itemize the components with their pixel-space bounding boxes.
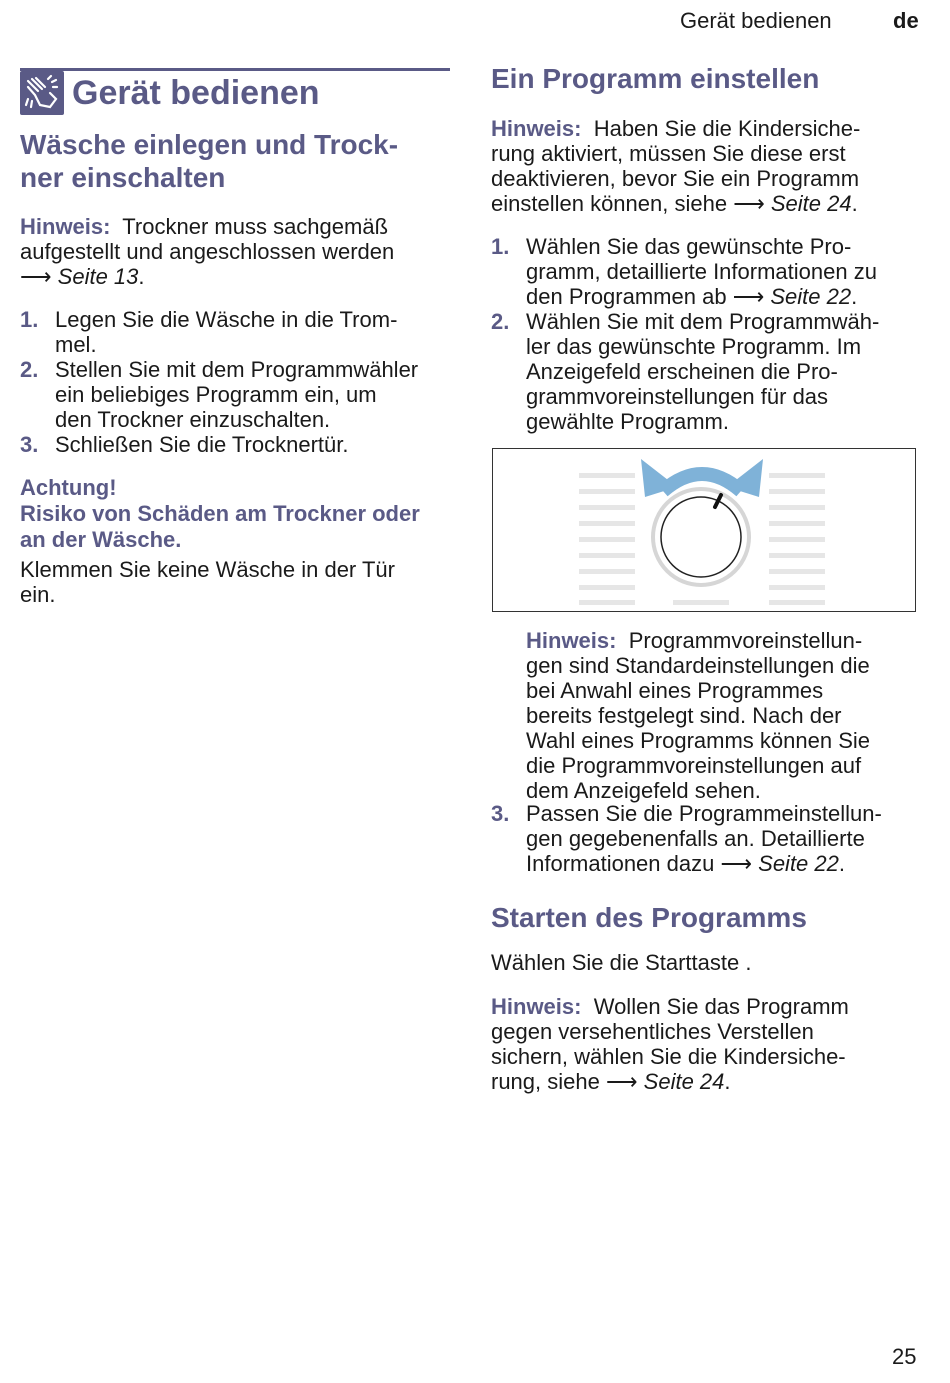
- step-number: 3.: [491, 801, 510, 826]
- step-number: 2.: [20, 357, 39, 382]
- step-text: Stellen Sie mit dem Programmwähler: [55, 357, 419, 382]
- step-text: gewählte Programm.: [526, 409, 729, 434]
- right-steps: [491, 234, 921, 434]
- heading-program-select: Ein Programm einstellen: [491, 63, 820, 94]
- note-label: Hinweis:: [491, 116, 582, 141]
- right-step-3: [491, 801, 921, 876]
- page-reference-link[interactable]: Seite 22: [758, 851, 839, 876]
- note-text: gegen versehentliches Verstellen: [491, 1019, 814, 1044]
- left-note: [20, 214, 450, 289]
- step-number: 1.: [20, 307, 39, 332]
- arrow-right-icon: ⟶: [732, 284, 765, 309]
- program-selector-figure: [492, 448, 916, 612]
- note-label: Hinweis:: [20, 214, 111, 239]
- note-text: sichern, wählen Sie die Kindersiche-: [491, 1044, 846, 1069]
- page-reference-link[interactable]: Seite 22: [770, 284, 852, 309]
- note-text: bei Anwahl eines Programmes: [526, 678, 824, 703]
- step-text: Schließen Sie die Trocknertür.: [55, 432, 349, 457]
- note-text: Trockner muss sachgemäß: [122, 214, 389, 239]
- page-reference-link[interactable]: Seite 24: [770, 191, 852, 216]
- note-text: Wollen Sie das Programm: [593, 994, 849, 1019]
- arrow-right-icon: ⟶: [20, 264, 52, 289]
- list-item: [491, 234, 921, 309]
- note-label: Hinweis:: [491, 994, 582, 1019]
- note-text: die Programmvoreinstellungen auf: [526, 753, 862, 778]
- warning-subtitle: Risiko von Schäden am Trockner oder: [20, 501, 420, 526]
- warning-block: [20, 475, 450, 607]
- punctuation: .: [724, 1069, 731, 1094]
- page-reference-link[interactable]: Seite 24: [643, 1069, 725, 1094]
- list-item: [20, 307, 450, 357]
- page-reference-link[interactable]: Seite 13: [57, 264, 139, 289]
- right-note-3: [491, 994, 921, 1094]
- step-text: grammvoreinstellungen für das: [526, 384, 829, 409]
- heading-start-program: Starten des Programms: [491, 902, 807, 933]
- step-text: mel.: [55, 332, 97, 357]
- list-item: [20, 357, 450, 432]
- step-text: gen gegebenenfalls an. Detaillierte: [526, 826, 865, 851]
- note-text: gen sind Standardeinstellungen die: [526, 653, 870, 678]
- step-text: ler das gewünschte Programm. Im: [526, 334, 862, 359]
- punctuation: .: [138, 264, 145, 289]
- step-text: Legen Sie die Wäsche in die Trom-: [55, 307, 398, 332]
- hand-pointer-icon: [20, 71, 64, 115]
- program-selector-dial-icon: [493, 449, 915, 611]
- language-code: de: [893, 8, 919, 33]
- list-item: [491, 801, 921, 876]
- right-note-2: [526, 628, 921, 803]
- list-item: [20, 432, 450, 457]
- note-text: rung aktiviert, müssen Sie diese erst: [491, 141, 846, 166]
- note-text: aufgestellt und angeschlossen werden: [20, 239, 395, 264]
- heading-line: ner einschalten: [20, 162, 226, 193]
- warning-subtitle: an der Wäsche.: [20, 527, 182, 552]
- step-text: Informationen dazu: [526, 851, 715, 876]
- step-text: den Trockner einzuschalten.: [55, 407, 331, 432]
- left-steps: [20, 307, 450, 457]
- section-rule: [20, 68, 450, 71]
- note-label: Hinweis:: [526, 628, 617, 653]
- arrow-right-icon: ⟶: [605, 1069, 638, 1094]
- arrow-right-icon: ⟶: [720, 851, 753, 876]
- step-number: 2.: [491, 309, 510, 334]
- step-text: gramm, detaillierte Informationen zu: [526, 259, 877, 284]
- warning-text: ein.: [20, 582, 56, 607]
- note-text: dem Anzeigefeld sehen.: [526, 778, 761, 803]
- note-text: bereits festgelegt sind. Nach der: [526, 703, 842, 728]
- note-text: einstellen können, siehe: [491, 191, 728, 216]
- punctuation: .: [838, 851, 845, 876]
- heading-line: Wäsche einlegen und Trock-: [20, 129, 399, 160]
- list-item: [491, 309, 921, 434]
- step-text: Wählen Sie mit dem Programmwäh-: [526, 309, 880, 334]
- note-text: Wahl eines Programms können Sie: [526, 728, 871, 753]
- step-number: 1.: [491, 234, 510, 259]
- running-header-title: Gerät bedienen: [680, 8, 832, 33]
- step-text: Wählen Sie das gewünschte Pro-: [526, 234, 852, 259]
- step-text: Passen Sie die Programmeinstellun-: [526, 801, 882, 826]
- left-heading: [20, 128, 450, 194]
- step-text: ein beliebiges Programm ein, um: [55, 382, 377, 407]
- section-title: Gerät bedienen: [72, 74, 320, 112]
- note-text: Programmvoreinstellun-: [628, 628, 863, 653]
- note-text: Haben Sie die Kindersiche-: [593, 116, 861, 141]
- warning-title: Achtung!: [20, 475, 117, 500]
- punctuation: .: [851, 284, 858, 309]
- step-text: den Programmen ab: [526, 284, 727, 309]
- page-number: 25: [892, 1344, 917, 1369]
- warning-text: Klemmen Sie keine Wäsche in der Tür: [20, 557, 395, 582]
- arrow-right-icon: ⟶: [733, 191, 765, 216]
- start-instruction: Wählen Sie die Starttaste .: [491, 950, 752, 975]
- step-text: Anzeigefeld erscheinen die Pro-: [526, 359, 838, 384]
- right-note-1: [491, 116, 921, 216]
- note-text: deaktivieren, bevor Sie ein Programm: [491, 166, 860, 191]
- step-number: 3.: [20, 432, 39, 457]
- note-text: rung, siehe: [491, 1069, 600, 1094]
- punctuation: .: [851, 191, 858, 216]
